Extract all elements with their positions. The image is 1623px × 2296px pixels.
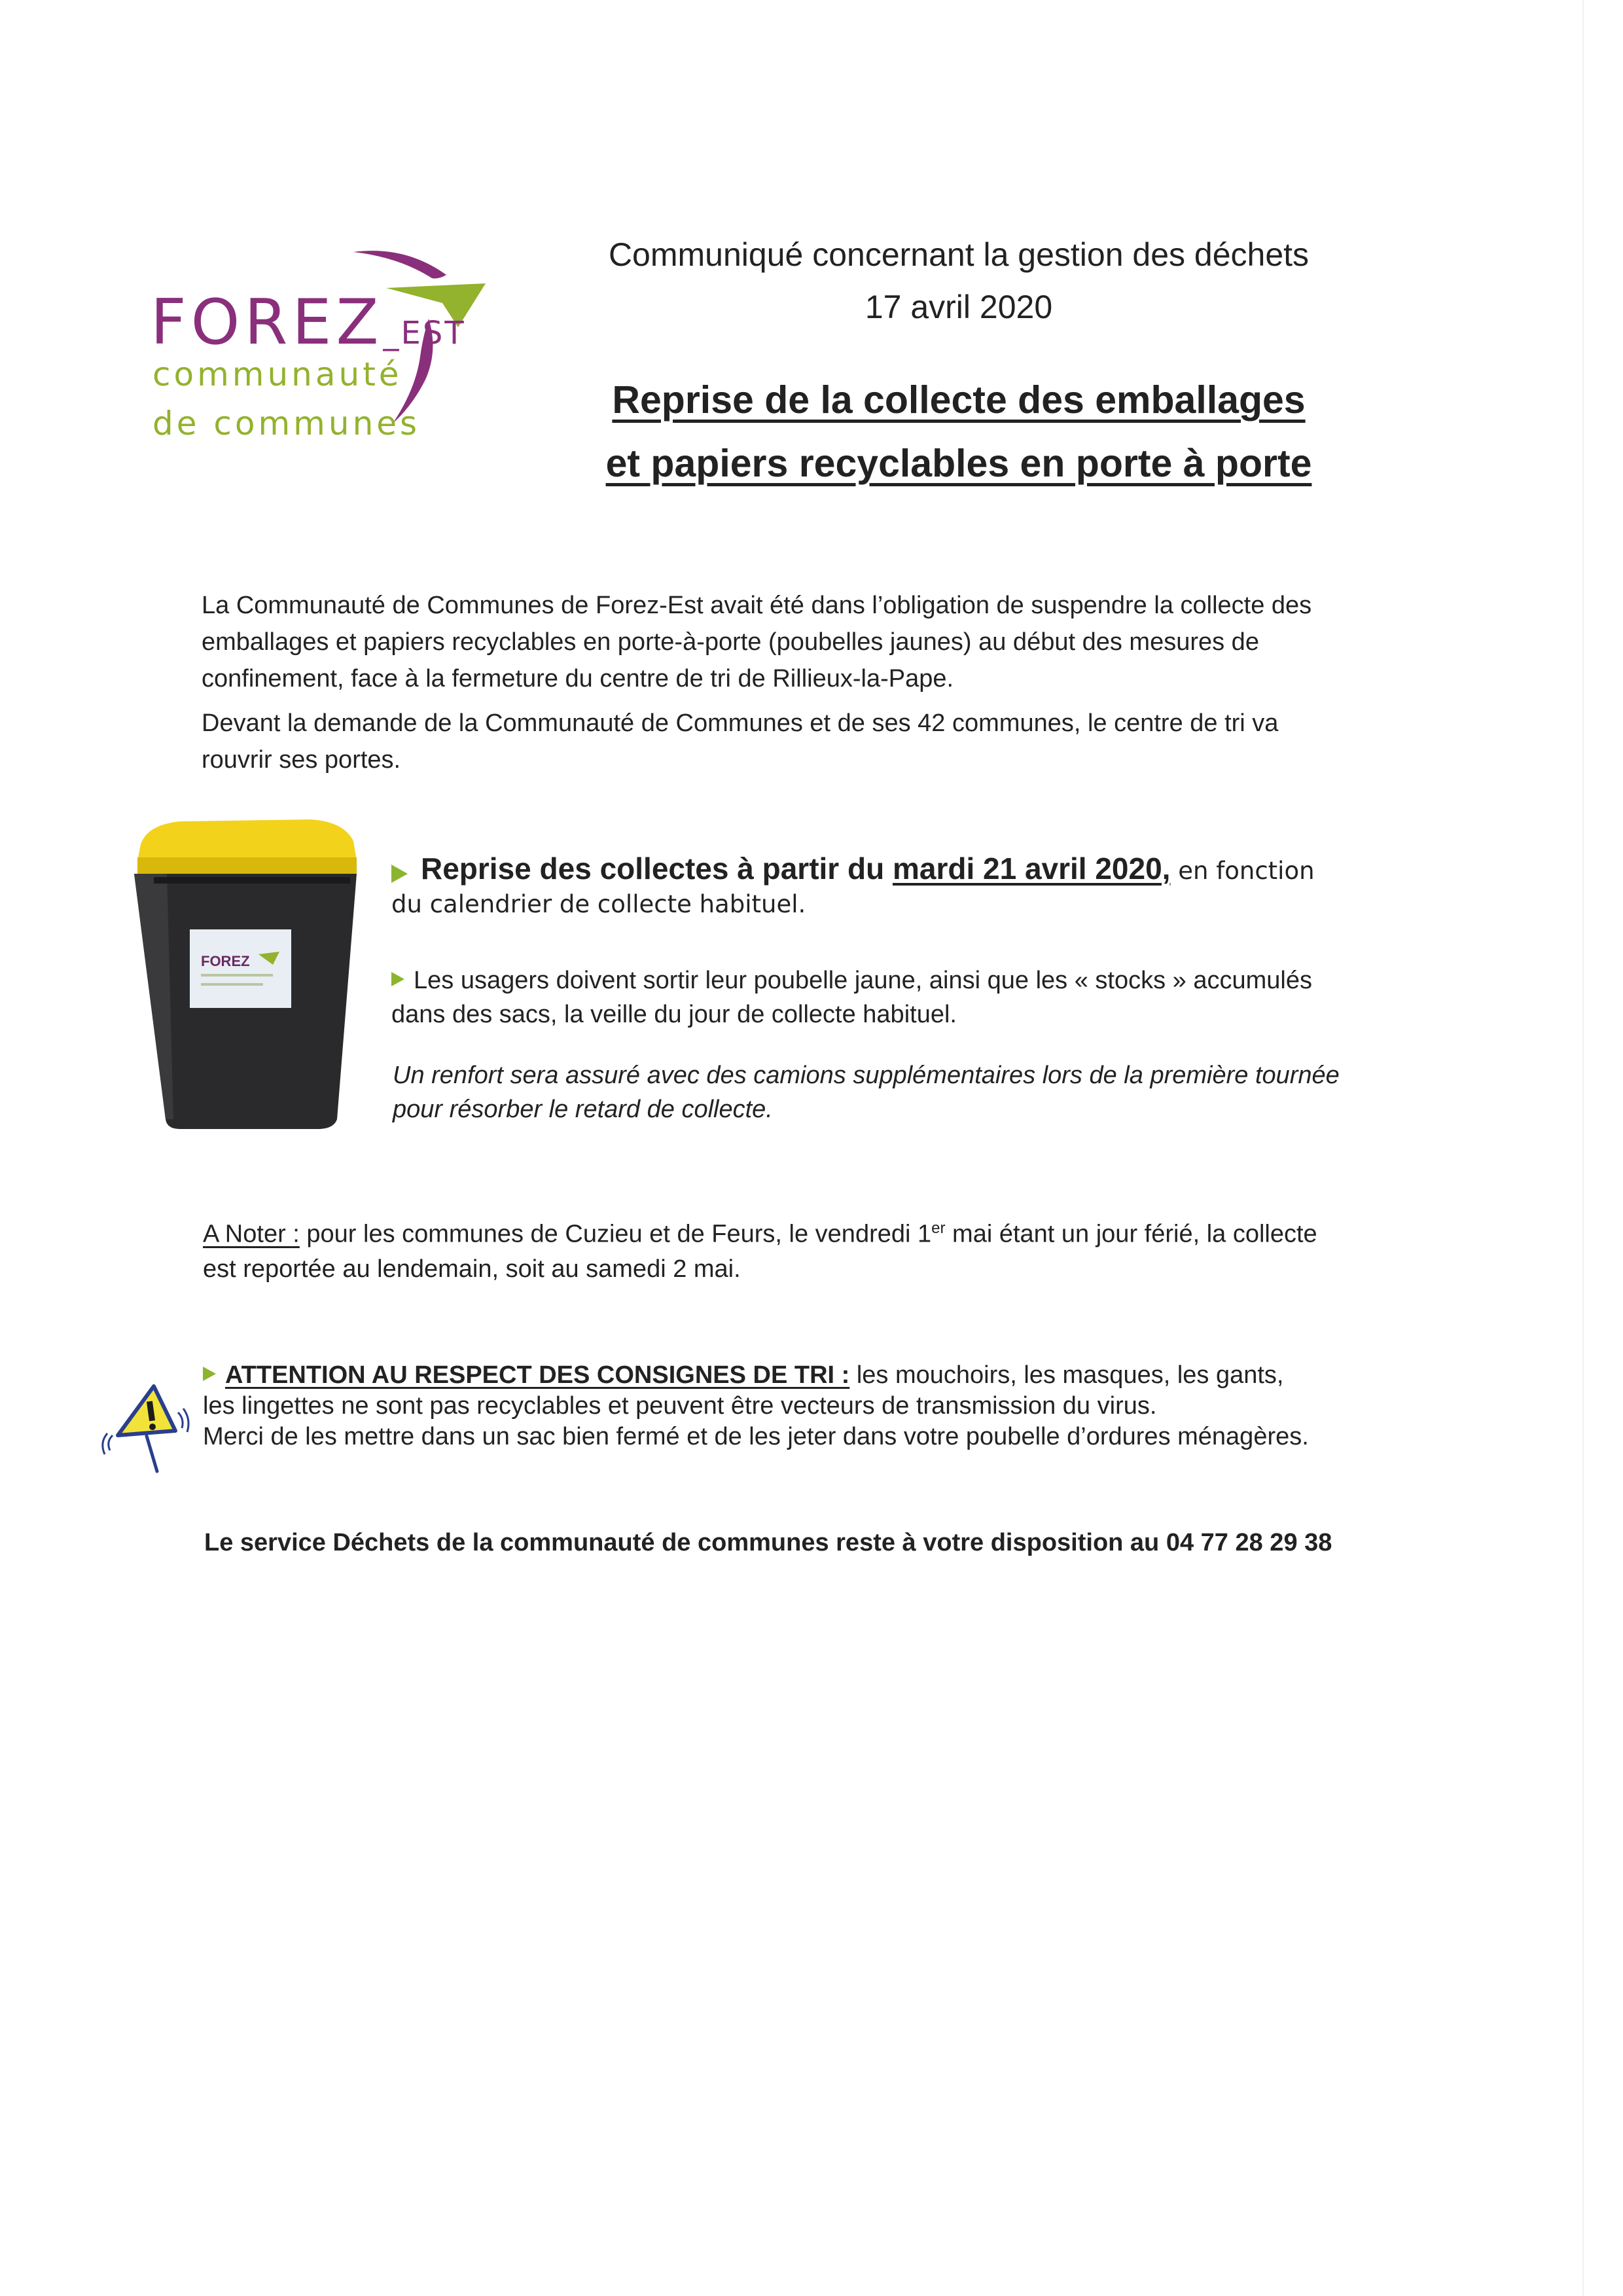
reinforcement-note [393, 1058, 1340, 1126]
green-arrow-icon [203, 1367, 216, 1381]
communique-date: 17 avril 2020 [865, 289, 1053, 325]
intro-paragraph [202, 587, 1380, 697]
intro-line: confinement, face à la fermeture du centre de tri de Rillieux-la-Pape. [202, 665, 954, 692]
attention-line-1: ATTENTION AU RESPECT DES CONSIGNES DE TRI : les mouchoirs, les masques, les gants, [203, 1360, 1309, 1391]
holiday-note [203, 1211, 1317, 1287]
reinforcement-line: pour résorber le retard de collecte. [393, 1096, 773, 1123]
attention-label: ATTENTION AU RESPECT DES CONSIGNES DE TRI : [225, 1361, 850, 1389]
note-label: A Noter : [203, 1220, 300, 1248]
headline-line-2: et papiers recyclables en porte à porte [605, 442, 1312, 485]
bullet-usagers-line-2: dans des sacs, la veille du jour de collecte habituel. [391, 1001, 957, 1028]
bullet-reprise [391, 851, 1419, 918]
bullet-reprise-line-1: Reprise des collectes à partir du mardi 21 avril 2020, en fonction [391, 851, 1419, 886]
bullet-reprise-line-2: du calendrier de collecte habituel. [391, 890, 806, 918]
intro-line: Devant la demande de la Communauté de Communes et de ses 42 communes, le centre de tri va [202, 709, 1279, 737]
logo-name: FOREZ_EST [151, 287, 466, 359]
bullet-usagers [391, 963, 1312, 1031]
attention-line-3: Merci de les mettre dans un sac bien fermé et de les jeter dans votre poubelle d’ordures ménagères. [203, 1423, 1309, 1450]
holiday-note-line-2: est reportée au lendemain, soit au samedi 2 mai. [203, 1255, 741, 1283]
headline-line-1: Reprise de la collecte des emballages [612, 378, 1306, 422]
attention-line-2: les lingettes ne sont pas recyclables et peuvent être vecteurs de transmission du virus. [203, 1392, 1157, 1420]
communique-title: Communiqué concernant la gestion des déchets [608, 236, 1310, 273]
page-edge-divider [1582, 0, 1584, 2296]
reinforcement-line: Un renfort sera assuré avec des camions supplémentaires lors de la première tournée [393, 1062, 1340, 1089]
holiday-note-line-1: A Noter : pour les communes de Cuzieu et de Feurs, le vendredi 1er mai étant un jour férié, la collecte [203, 1219, 1317, 1248]
contact-footer: Le service Déchets de la communauté de communes reste à votre disposition au 04 77 28 29 38 [204, 1529, 1332, 1556]
logo-tagline-2: de communes [152, 404, 421, 442]
bin-sticker-label: FOREZ [201, 953, 250, 969]
intro-line: rouvrir ses portes. [202, 746, 401, 774]
yellow-bin-image [128, 812, 363, 1132]
warning-icon [98, 1373, 190, 1478]
green-arrow-icon [391, 972, 404, 986]
logo-tagline-1: communauté [152, 355, 402, 393]
intro-line: La Communauté de Communes de Forez-Est avait été dans l’obligation de suspendre la collecte des [202, 592, 1312, 619]
reprise-date: mardi 21 avril 2020, [892, 852, 1171, 886]
intro-paragraph-2 [202, 705, 1380, 778]
forez-est-logo [151, 239, 491, 455]
intro-line: emballages et papiers recyclables en porte-à-porte (poubelles jaunes) au début des mesures de [202, 628, 1259, 656]
bullet-usagers-line-1: Les usagers doivent sortir leur poubelle jaune, ainsi que les « stocks » accumulés [391, 963, 1312, 997]
attention-section [203, 1360, 1309, 1452]
green-arrow-icon [391, 865, 408, 883]
